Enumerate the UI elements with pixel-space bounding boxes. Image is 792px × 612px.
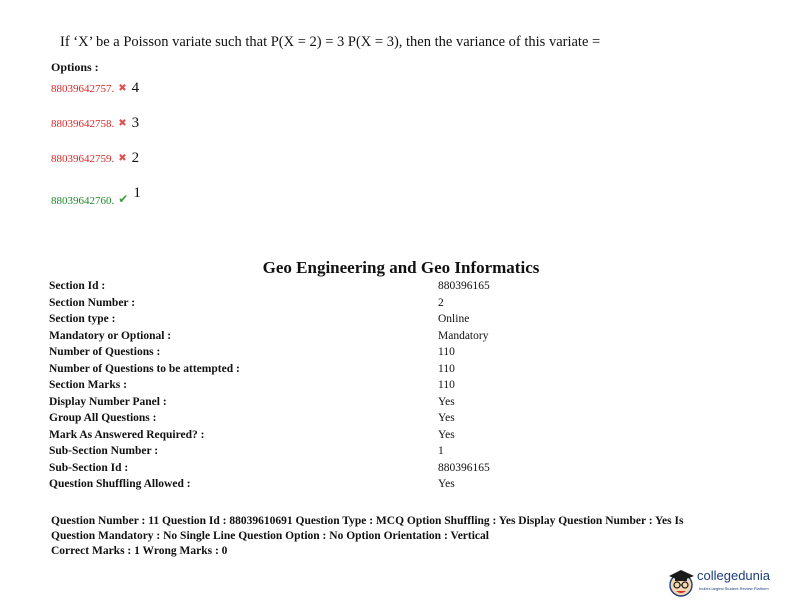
- info-value: Yes: [438, 412, 455, 424]
- info-key: Question Shuffling Allowed :: [49, 478, 191, 490]
- info-value: 2: [438, 296, 444, 309]
- info-row: [49, 330, 569, 347]
- option-2: [51, 115, 139, 132]
- logo-tagline: India's largest Student Review Platform: [699, 586, 769, 591]
- info-key: Mark As Answered Required? :: [49, 428, 205, 441]
- info-value: Yes: [438, 478, 455, 490]
- info-value: Yes: [438, 395, 455, 408]
- info-key: Number of Questions :: [49, 346, 161, 358]
- question-meta: [51, 514, 683, 559]
- option-text: 2: [131, 150, 140, 166]
- option-text: 3: [131, 115, 140, 131]
- cross-icon: ✖: [118, 153, 127, 164]
- question-meta-line: Question Mandatory : No Single Line Question Option : No Option Orientation : Vertical: [51, 530, 489, 542]
- info-row: [49, 429, 569, 446]
- info-key: Group All Questions :: [49, 412, 157, 424]
- info-row: [49, 396, 569, 413]
- info-value: 880396165: [438, 461, 490, 474]
- info-key: Mandatory or Optional :: [49, 329, 172, 342]
- question-text: If ‘X’ be a Poisson variate such that P(X = 2) = 3 P(X = 3), then the variance of this variate =: [60, 34, 601, 50]
- option-3: [51, 150, 139, 167]
- option-id: 88039642759.: [51, 153, 115, 165]
- info-row: [49, 412, 569, 429]
- info-key: Section Marks :: [49, 379, 127, 391]
- info-row: [49, 379, 569, 396]
- option-text: 1: [133, 185, 141, 201]
- info-key: Section Number :: [49, 296, 136, 309]
- info-value: 110: [438, 362, 455, 375]
- option-4: [51, 185, 141, 209]
- info-row: [49, 445, 569, 462]
- info-key: Number of Questions to be attempted :: [49, 362, 240, 375]
- info-key: Sub-Section Number :: [49, 445, 159, 457]
- info-row: [49, 462, 569, 479]
- info-row: [49, 313, 569, 330]
- option-id: 88039642758.: [51, 118, 115, 130]
- info-key: Section type :: [49, 313, 116, 325]
- option-id: 88039642757.: [51, 83, 115, 95]
- info-value: 1: [438, 445, 444, 457]
- info-value: Mandatory: [438, 329, 489, 342]
- options-label: Options :: [51, 60, 99, 74]
- info-key: Section Id :: [49, 280, 106, 292]
- section-info-table: [49, 280, 569, 495]
- collegedunia-logo: [667, 566, 787, 600]
- info-value: 110: [438, 379, 455, 391]
- info-value: Online: [438, 313, 470, 325]
- section-title: Geo Engineering and Geo Informatics: [262, 258, 540, 277]
- cross-icon: ✖: [118, 118, 127, 129]
- cross-icon: ✖: [118, 83, 127, 94]
- info-row: [49, 346, 569, 363]
- check-icon: ✔: [118, 192, 129, 206]
- option-1: [51, 80, 139, 97]
- info-row: [49, 363, 569, 380]
- question-meta-line: Question Number : 11 Question Id : 88039610691 Question Type : MCQ Option Shuffling : Yes Display Question Number : Yes Is: [51, 515, 684, 527]
- info-value: 880396165: [438, 280, 490, 292]
- info-key: Sub-Section Id :: [49, 461, 129, 474]
- graduate-mascot-icon: [667, 566, 697, 600]
- logo-text: collegedunia: [697, 568, 771, 583]
- info-row: [49, 280, 569, 297]
- option-id: 88039642760.: [51, 195, 115, 207]
- question-meta-line: Correct Marks : 1 Wrong Marks : 0: [51, 545, 228, 557]
- info-row: [49, 297, 569, 314]
- info-value: 110: [438, 346, 455, 358]
- info-row: [49, 478, 569, 495]
- info-value: Yes: [438, 428, 455, 441]
- option-text: 4: [131, 80, 140, 96]
- info-key: Display Number Panel :: [49, 395, 167, 408]
